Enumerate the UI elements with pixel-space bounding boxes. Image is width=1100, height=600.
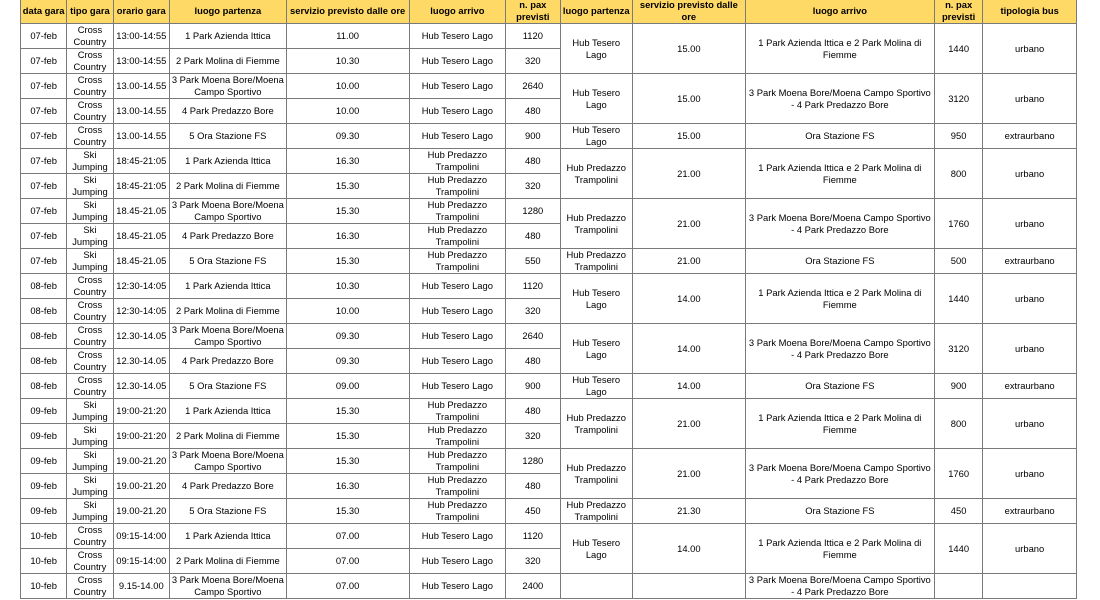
bus-type-cell: urbano	[983, 274, 1077, 324]
date-cell: 10-feb	[21, 524, 67, 549]
return-departure-cell: Hub Predazzo Trampolini	[560, 149, 632, 199]
table-row	[21, 274, 1077, 299]
bus-type-cell: urbano	[983, 74, 1077, 124]
table-body	[21, 24, 1077, 599]
pax-cell: 480	[506, 99, 560, 124]
return-service-time-cell: 21.00	[632, 199, 745, 249]
return-pax-cell: 1760	[934, 449, 982, 499]
race-time-cell: 13.00-14.55	[113, 74, 169, 99]
pax-cell: 480	[506, 149, 560, 174]
bus-type-cell: urbano	[983, 149, 1077, 199]
return-departure-cell: Hub Predazzo Trampolini	[560, 249, 632, 274]
service-time-cell: 09.00	[286, 374, 409, 399]
return-service-time-cell: 21.30	[632, 499, 745, 524]
return-service-time-cell: 21.00	[632, 249, 745, 274]
date-cell: 07-feb	[21, 99, 67, 124]
pax-cell: 480	[506, 474, 560, 499]
return-arrival-cell: 1 Park Azienda Ittica e 2 Park Molina di Fiemme	[745, 274, 934, 324]
service-time-cell: 15.30	[286, 499, 409, 524]
departure-cell: 5 Ora Stazione FS	[169, 124, 286, 149]
return-pax-cell: 450	[934, 499, 982, 524]
service-time-cell: 09.30	[286, 349, 409, 374]
bus-type-cell: urbano	[983, 199, 1077, 249]
header-return-luogo-partenza: luogo partenza	[560, 0, 632, 24]
bus-type-cell	[983, 574, 1077, 599]
race-time-cell: 18.45-21.05	[113, 249, 169, 274]
race-type-cell: Cross Country	[67, 124, 113, 149]
race-type-cell: Ski Jumping	[67, 174, 113, 199]
arrival-cell: Hub Tesero Lago	[409, 549, 506, 574]
date-cell: 08-feb	[21, 374, 67, 399]
pax-cell: 1120	[506, 24, 560, 49]
bus-type-cell: extraurbano	[983, 124, 1077, 149]
pax-cell: 320	[506, 49, 560, 74]
departure-cell: 3 Park Moena Bore/Moena Campo Sportivo	[169, 324, 286, 349]
race-time-cell: 19:00-21:20	[113, 424, 169, 449]
bus-type-cell: urbano	[983, 24, 1077, 74]
race-type-cell: Cross Country	[67, 274, 113, 299]
table-row	[21, 499, 1077, 524]
arrival-cell: Hub Tesero Lago	[409, 574, 506, 599]
arrival-cell: Hub Tesero Lago	[409, 524, 506, 549]
arrival-cell: Hub Predazzo Trampolini	[409, 224, 506, 249]
date-cell: 07-feb	[21, 124, 67, 149]
arrival-cell: Hub Predazzo Trampolini	[409, 249, 506, 274]
bus-type-cell: urbano	[983, 524, 1077, 574]
arrival-cell: Hub Predazzo Trampolini	[409, 399, 506, 424]
race-type-cell: Ski Jumping	[67, 399, 113, 424]
arrival-cell: Hub Predazzo Trampolini	[409, 149, 506, 174]
return-service-time-cell: 21.00	[632, 449, 745, 499]
race-type-cell: Ski Jumping	[67, 199, 113, 224]
race-type-cell: Cross Country	[67, 99, 113, 124]
race-time-cell: 12.30-14.05	[113, 349, 169, 374]
return-pax-cell: 800	[934, 399, 982, 449]
arrival-cell: Hub Tesero Lago	[409, 374, 506, 399]
service-time-cell: 09.30	[286, 124, 409, 149]
departure-cell: 2 Park Molina di Fiemme	[169, 174, 286, 199]
header-return-pax-previsti: n. pax previsti	[934, 0, 982, 24]
race-type-cell: Cross Country	[67, 24, 113, 49]
pax-cell: 1120	[506, 274, 560, 299]
arrival-cell: Hub Predazzo Trampolini	[409, 499, 506, 524]
departure-cell: 4 Park Predazzo Bore	[169, 474, 286, 499]
service-time-cell: 16.30	[286, 149, 409, 174]
date-cell: 09-feb	[21, 474, 67, 499]
departure-cell: 5 Ora Stazione FS	[169, 249, 286, 274]
departure-cell: 2 Park Molina di Fiemme	[169, 549, 286, 574]
bus-type-cell: extraurbano	[983, 499, 1077, 524]
return-arrival-cell: 1 Park Azienda Ittica e 2 Park Molina di Fiemme	[745, 149, 934, 199]
service-time-cell: 10.00	[286, 99, 409, 124]
return-departure-cell: Hub Tesero Lago	[560, 74, 632, 124]
pax-cell: 320	[506, 299, 560, 324]
departure-cell: 2 Park Molina di Fiemme	[169, 424, 286, 449]
date-cell: 08-feb	[21, 324, 67, 349]
return-departure-cell: Hub Tesero Lago	[560, 524, 632, 574]
race-time-cell: 19.00-21.20	[113, 499, 169, 524]
bus-type-cell: urbano	[983, 324, 1077, 374]
race-type-cell: Cross Country	[67, 324, 113, 349]
race-type-cell: Ski Jumping	[67, 474, 113, 499]
return-service-time-cell: 14.00	[632, 374, 745, 399]
race-time-cell: 13:00-14:55	[113, 24, 169, 49]
arrival-cell: Hub Predazzo Trampolini	[409, 449, 506, 474]
race-type-cell: Ski Jumping	[67, 499, 113, 524]
service-time-cell: 15.30	[286, 449, 409, 474]
departure-cell: 2 Park Molina di Fiemme	[169, 49, 286, 74]
return-pax-cell: 1440	[934, 274, 982, 324]
race-type-cell: Ski Jumping	[67, 449, 113, 474]
race-time-cell: 13.00-14.55	[113, 124, 169, 149]
return-arrival-cell: 3 Park Moena Bore/Moena Campo Sportivo - 4 Park Predazzo Bore	[745, 449, 934, 499]
table-row	[21, 249, 1077, 274]
bus-type-cell: extraurbano	[983, 374, 1077, 399]
race-time-cell: 13:00-14:55	[113, 49, 169, 74]
date-cell: 09-feb	[21, 499, 67, 524]
pax-cell: 2400	[506, 574, 560, 599]
pax-cell: 550	[506, 249, 560, 274]
departure-cell: 4 Park Predazzo Bore	[169, 224, 286, 249]
date-cell: 08-feb	[21, 349, 67, 374]
pax-cell: 480	[506, 349, 560, 374]
race-type-cell: Cross Country	[67, 374, 113, 399]
date-cell: 07-feb	[21, 249, 67, 274]
race-time-cell: 09:15-14:00	[113, 549, 169, 574]
return-departure-cell: Hub Tesero Lago	[560, 374, 632, 399]
return-pax-cell: 1440	[934, 524, 982, 574]
race-time-cell: 13.00-14.55	[113, 99, 169, 124]
table-row	[21, 524, 1077, 549]
service-time-cell: 15.30	[286, 424, 409, 449]
arrival-cell: Hub Tesero Lago	[409, 49, 506, 74]
race-type-cell: Ski Jumping	[67, 424, 113, 449]
pax-cell: 320	[506, 174, 560, 199]
departure-cell: 3 Park Moena Bore/Moena Campo Sportivo	[169, 449, 286, 474]
pax-cell: 320	[506, 549, 560, 574]
race-type-cell: Cross Country	[67, 549, 113, 574]
race-time-cell: 19:00-21:20	[113, 399, 169, 424]
return-pax-cell	[934, 574, 982, 599]
arrival-cell: Hub Predazzo Trampolini	[409, 199, 506, 224]
departure-cell: 5 Ora Stazione FS	[169, 374, 286, 399]
date-cell: 07-feb	[21, 149, 67, 174]
return-pax-cell: 1440	[934, 24, 982, 74]
table-row	[21, 199, 1077, 224]
race-time-cell: 12:30-14:05	[113, 299, 169, 324]
table-row	[21, 449, 1077, 474]
race-time-cell: 18.45-21.05	[113, 199, 169, 224]
pax-cell: 2640	[506, 74, 560, 99]
header-servizio-previsto: servizio previsto dalle ore	[286, 0, 409, 24]
return-arrival-cell: Ora Stazione FS	[745, 499, 934, 524]
return-service-time-cell: 15.00	[632, 74, 745, 124]
return-service-time-cell: 14.00	[632, 274, 745, 324]
service-time-cell: 10.00	[286, 299, 409, 324]
service-time-cell: 15.30	[286, 199, 409, 224]
return-pax-cell: 900	[934, 374, 982, 399]
date-cell: 08-feb	[21, 299, 67, 324]
pax-cell: 450	[506, 499, 560, 524]
return-pax-cell: 3120	[934, 74, 982, 124]
return-departure-cell: Hub Predazzo Trampolini	[560, 499, 632, 524]
pax-cell: 2640	[506, 324, 560, 349]
bus-schedule-table	[20, 0, 1077, 599]
service-time-cell: 07.00	[286, 574, 409, 599]
arrival-cell: Hub Tesero Lago	[409, 99, 506, 124]
return-arrival-cell: 3 Park Moena Bore/Moena Campo Sportivo - 4 Park Predazzo Bore	[745, 574, 934, 599]
race-time-cell: 09:15-14:00	[113, 524, 169, 549]
service-time-cell: 07.00	[286, 524, 409, 549]
header-pax-previsti: n. pax previsti	[506, 0, 560, 24]
race-time-cell: 12.30-14.05	[113, 324, 169, 349]
header-tipologia-bus: tipologia bus	[983, 0, 1077, 24]
return-pax-cell: 950	[934, 124, 982, 149]
date-cell: 09-feb	[21, 449, 67, 474]
return-departure-cell: Hub Tesero Lago	[560, 324, 632, 374]
return-departure-cell: Hub Predazzo Trampolini	[560, 199, 632, 249]
departure-cell: 3 Park Moena Bore/Moena Campo Sportivo	[169, 574, 286, 599]
service-time-cell: 15.30	[286, 249, 409, 274]
return-pax-cell: 1760	[934, 199, 982, 249]
table-row	[21, 324, 1077, 349]
race-time-cell: 19.00-21.20	[113, 474, 169, 499]
return-departure-cell: Hub Tesero Lago	[560, 274, 632, 324]
header-luogo-partenza: luogo partenza	[169, 0, 286, 24]
bus-type-cell: urbano	[983, 399, 1077, 449]
race-type-cell: Cross Country	[67, 49, 113, 74]
return-arrival-cell: 1 Park Azienda Ittica e 2 Park Molina di Fiemme	[745, 524, 934, 574]
arrival-cell: Hub Tesero Lago	[409, 324, 506, 349]
pax-cell: 900	[506, 374, 560, 399]
table-row	[21, 124, 1077, 149]
departure-cell: 3 Park Moena Bore/Moena Campo Sportivo	[169, 74, 286, 99]
date-cell: 10-feb	[21, 549, 67, 574]
departure-cell: 1 Park Azienda Ittica	[169, 149, 286, 174]
departure-cell: 1 Park Azienda Ittica	[169, 274, 286, 299]
departure-cell: 1 Park Azienda Ittica	[169, 399, 286, 424]
table-row	[21, 399, 1077, 424]
table-header	[21, 0, 1077, 24]
service-time-cell: 11.00	[286, 24, 409, 49]
race-type-cell: Cross Country	[67, 74, 113, 99]
table-row	[21, 149, 1077, 174]
date-cell: 08-feb	[21, 274, 67, 299]
arrival-cell: Hub Predazzo Trampolini	[409, 424, 506, 449]
race-time-cell: 9.15-14.00	[113, 574, 169, 599]
table-row	[21, 24, 1077, 49]
return-service-time-cell: 14.00	[632, 524, 745, 574]
service-time-cell: 10.30	[286, 49, 409, 74]
race-time-cell: 12.30-14.05	[113, 374, 169, 399]
header-luogo-arrivo: luogo arrivo	[409, 0, 506, 24]
date-cell: 10-feb	[21, 574, 67, 599]
race-type-cell: Cross Country	[67, 349, 113, 374]
date-cell: 07-feb	[21, 49, 67, 74]
arrival-cell: Hub Tesero Lago	[409, 124, 506, 149]
race-time-cell: 18.45-21.05	[113, 224, 169, 249]
return-arrival-cell: 1 Park Azienda Ittica e 2 Park Molina di Fiemme	[745, 399, 934, 449]
return-departure-cell: Hub Predazzo Trampolini	[560, 449, 632, 499]
race-time-cell: 18:45-21:05	[113, 149, 169, 174]
return-arrival-cell: Ora Stazione FS	[745, 124, 934, 149]
service-time-cell: 10.00	[286, 74, 409, 99]
race-type-cell: Ski Jumping	[67, 224, 113, 249]
return-service-time-cell: 21.00	[632, 399, 745, 449]
return-pax-cell: 3120	[934, 324, 982, 374]
race-time-cell: 19.00-21.20	[113, 449, 169, 474]
date-cell: 07-feb	[21, 24, 67, 49]
service-time-cell: 07.00	[286, 549, 409, 574]
service-time-cell: 09.30	[286, 324, 409, 349]
race-type-cell: Cross Country	[67, 524, 113, 549]
service-time-cell: 15.30	[286, 399, 409, 424]
arrival-cell: Hub Tesero Lago	[409, 299, 506, 324]
return-arrival-cell: Ora Stazione FS	[745, 374, 934, 399]
departure-cell: 1 Park Azienda Ittica	[169, 24, 286, 49]
table-row	[21, 74, 1077, 99]
header-return-servizio-previsto: servizio previsto dalle ore	[632, 0, 745, 24]
service-time-cell: 15.30	[286, 174, 409, 199]
return-service-time-cell: 21.00	[632, 149, 745, 199]
return-service-time-cell: 15.00	[632, 24, 745, 74]
date-cell: 07-feb	[21, 199, 67, 224]
return-service-time-cell: 14.00	[632, 324, 745, 374]
pax-cell: 480	[506, 399, 560, 424]
return-service-time-cell: 15.00	[632, 124, 745, 149]
return-service-time-cell	[632, 574, 745, 599]
return-pax-cell: 800	[934, 149, 982, 199]
race-type-cell: Cross Country	[67, 299, 113, 324]
race-type-cell: Cross Country	[67, 574, 113, 599]
arrival-cell: Hub Tesero Lago	[409, 349, 506, 374]
departure-cell: 3 Park Moena Bore/Moena Campo Sportivo	[169, 199, 286, 224]
arrival-cell: Hub Predazzo Trampolini	[409, 174, 506, 199]
return-departure-cell: Hub Predazzo Trampolini	[560, 399, 632, 449]
date-cell: 07-feb	[21, 224, 67, 249]
service-time-cell: 16.30	[286, 474, 409, 499]
return-arrival-cell: Ora Stazione FS	[745, 249, 934, 274]
departure-cell: 5 Ora Stazione FS	[169, 499, 286, 524]
return-departure-cell	[560, 574, 632, 599]
arrival-cell: Hub Tesero Lago	[409, 74, 506, 99]
departure-cell: 1 Park Azienda Ittica	[169, 524, 286, 549]
table-row	[21, 374, 1077, 399]
date-cell: 09-feb	[21, 424, 67, 449]
pax-cell: 900	[506, 124, 560, 149]
table-row	[21, 574, 1077, 599]
date-cell: 07-feb	[21, 174, 67, 199]
arrival-cell: Hub Tesero Lago	[409, 274, 506, 299]
departure-cell: 4 Park Predazzo Bore	[169, 349, 286, 374]
race-type-cell: Ski Jumping	[67, 149, 113, 174]
arrival-cell: Hub Predazzo Trampolini	[409, 474, 506, 499]
pax-cell: 1280	[506, 449, 560, 474]
date-cell: 07-feb	[21, 74, 67, 99]
service-time-cell: 16.30	[286, 224, 409, 249]
return-departure-cell: Hub Tesero Lago	[560, 24, 632, 74]
service-time-cell: 10.30	[286, 274, 409, 299]
return-arrival-cell: 3 Park Moena Bore/Moena Campo Sportivo - 4 Park Predazzo Bore	[745, 74, 934, 124]
return-arrival-cell: 1 Park Azienda Ittica e 2 Park Molina di Fiemme	[745, 24, 934, 74]
arrival-cell: Hub Tesero Lago	[409, 24, 506, 49]
pax-cell: 480	[506, 224, 560, 249]
pax-cell: 1120	[506, 524, 560, 549]
return-arrival-cell: 3 Park Moena Bore/Moena Campo Sportivo - 4 Park Predazzo Bore	[745, 199, 934, 249]
header-orario-gara: orario gara	[113, 0, 169, 24]
return-departure-cell: Hub Tesero Lago	[560, 124, 632, 149]
race-time-cell: 18:45-21:05	[113, 174, 169, 199]
pax-cell: 320	[506, 424, 560, 449]
pax-cell: 1280	[506, 199, 560, 224]
header-return-luogo-arrivo: luogo arrivo	[745, 0, 934, 24]
race-type-cell: Ski Jumping	[67, 249, 113, 274]
header-tipo-gara: tipo gara	[67, 0, 113, 24]
header-row	[21, 0, 1077, 24]
race-time-cell: 12:30-14:05	[113, 274, 169, 299]
date-cell: 09-feb	[21, 399, 67, 424]
departure-cell: 4 Park Predazzo Bore	[169, 99, 286, 124]
departure-cell: 2 Park Molina di Fiemme	[169, 299, 286, 324]
bus-type-cell: extraurbano	[983, 249, 1077, 274]
bus-type-cell: urbano	[983, 449, 1077, 499]
return-arrival-cell: 3 Park Moena Bore/Moena Campo Sportivo - 4 Park Predazzo Bore	[745, 324, 934, 374]
return-pax-cell: 500	[934, 249, 982, 274]
header-data-gara: data gara	[21, 0, 67, 24]
